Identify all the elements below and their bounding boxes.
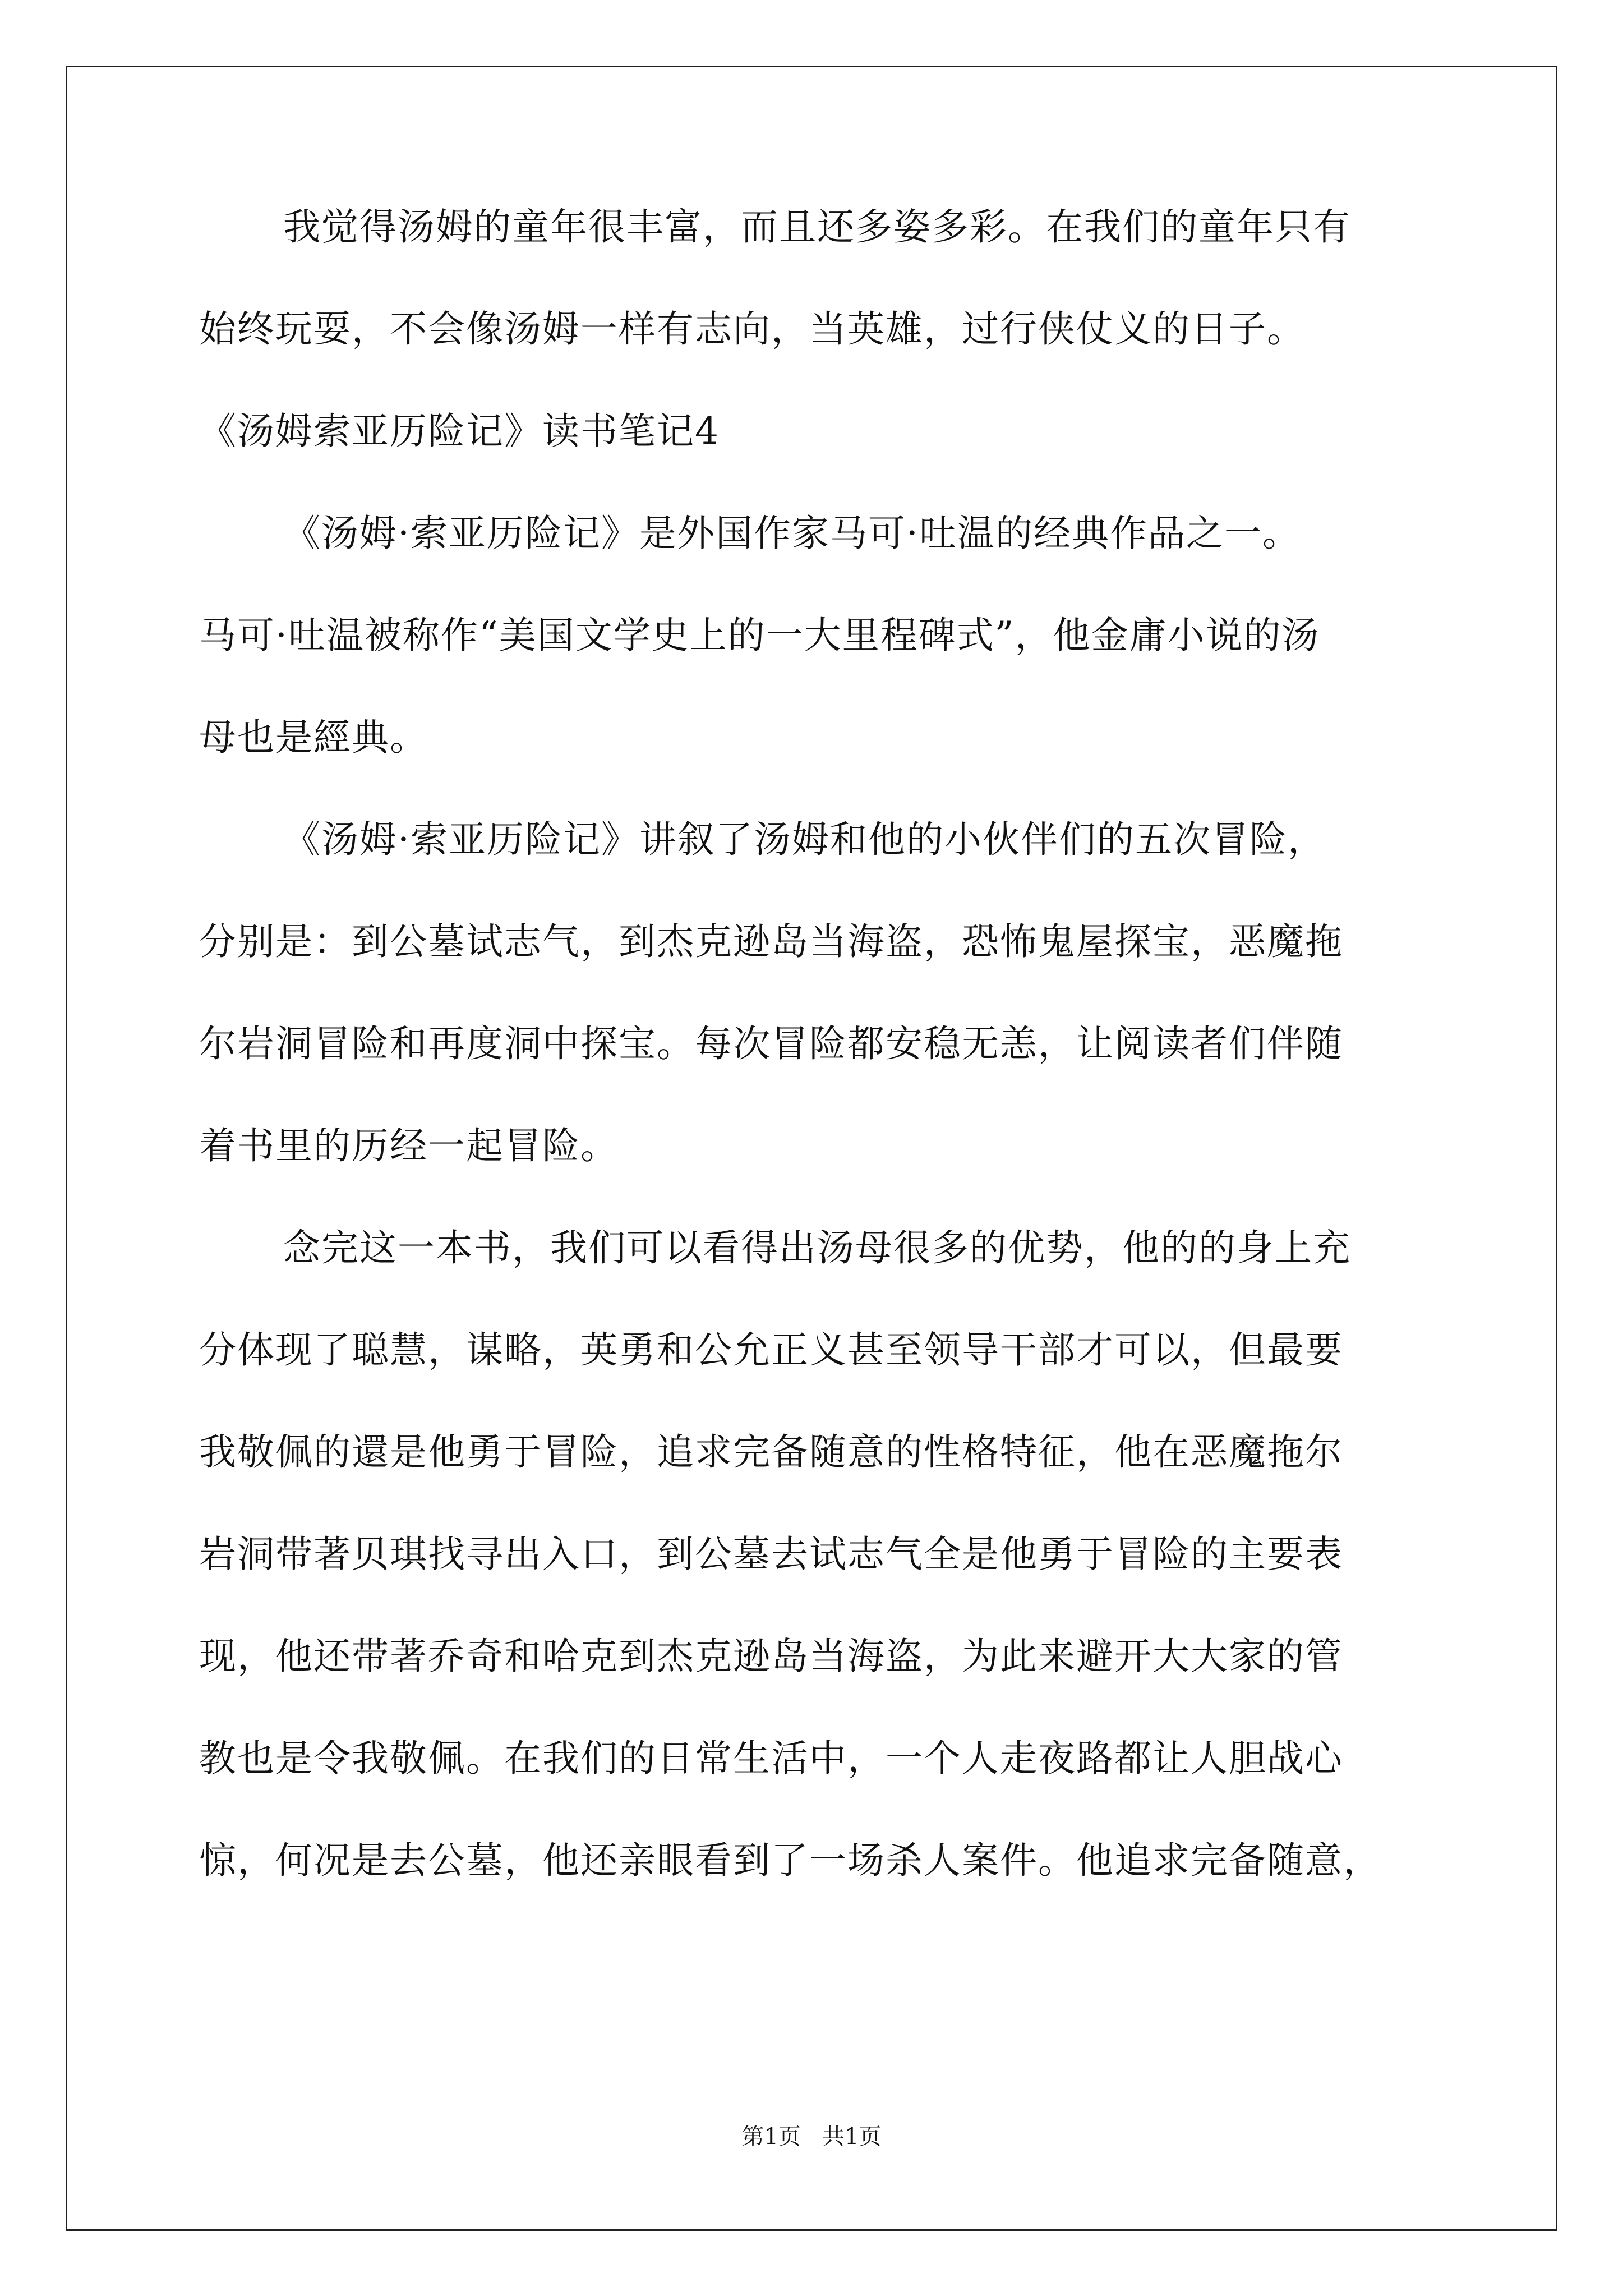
text-line: 尔岩洞冒险和再度洞中探宝。每次冒险都安稳无恙，让阅读者们伴随 (199, 1022, 1343, 1065)
text-line: 分体现了聪慧，谋略，英勇和公允正义甚至领导干部才可以，但最要 (199, 1328, 1343, 1372)
text-line: 着书里的历经一起冒险。 (199, 1124, 619, 1167)
text-line: 惊，何况是去公墓，他还亲眼看到了一场杀人案件。他追求完备随意， (199, 1839, 1381, 1882)
page-number-footer: 第1页 共1页 (741, 2124, 882, 2150)
text-line: 《汤姆·索亚历险记》讲叙了汤姆和他的小伙伴们的五次冒险， (283, 818, 1326, 861)
text-line: 分别是：到公墓试志气，到杰克逊岛当海盗，恐怖鬼屋探宝，恶魔拖 (199, 920, 1343, 963)
text-line: 马可·吐温被称作“美国文学史上的一大里程碑式”，他金庸小说的汤 (199, 614, 1320, 657)
text-line: 教也是令我敬佩。在我们的日常生活中，一个人走夜路都让人胆战心 (199, 1737, 1343, 1780)
text-line: 《汤姆·索亚历险记》是外国作家马可·吐温的经典作品之一。 (283, 512, 1301, 555)
text-line: 岩洞带著贝琪找寻出入口，到公墓去试志气全是他勇于冒险的主要表 (199, 1533, 1343, 1576)
text-line: 我觉得汤姆的童年很丰富，而且还多姿多彩。在我们的童年只有 (283, 205, 1351, 249)
document-body (199, 205, 1433, 1943)
text-line: 现，他还带著乔奇和哈克到杰克逊岛当海盗，为此来避开大大家的管 (199, 1635, 1343, 1678)
text-line: 母也是經典。 (199, 716, 428, 759)
section-heading: 《汤姆索亚历险记》读书笔记4 (199, 409, 720, 453)
text-line: 我敬佩的還是他勇于冒险，追求完备随意的性格特征，他在恶魔拖尔 (199, 1430, 1343, 1474)
text-line: 始终玩耍，不会像汤姆一样有志向，当英雄，过行侠仗义的日子。 (199, 307, 1305, 351)
text-line: 念完这一本书，我们可以看得出汤母很多的优势，他的的身上充 (283, 1226, 1351, 1269)
